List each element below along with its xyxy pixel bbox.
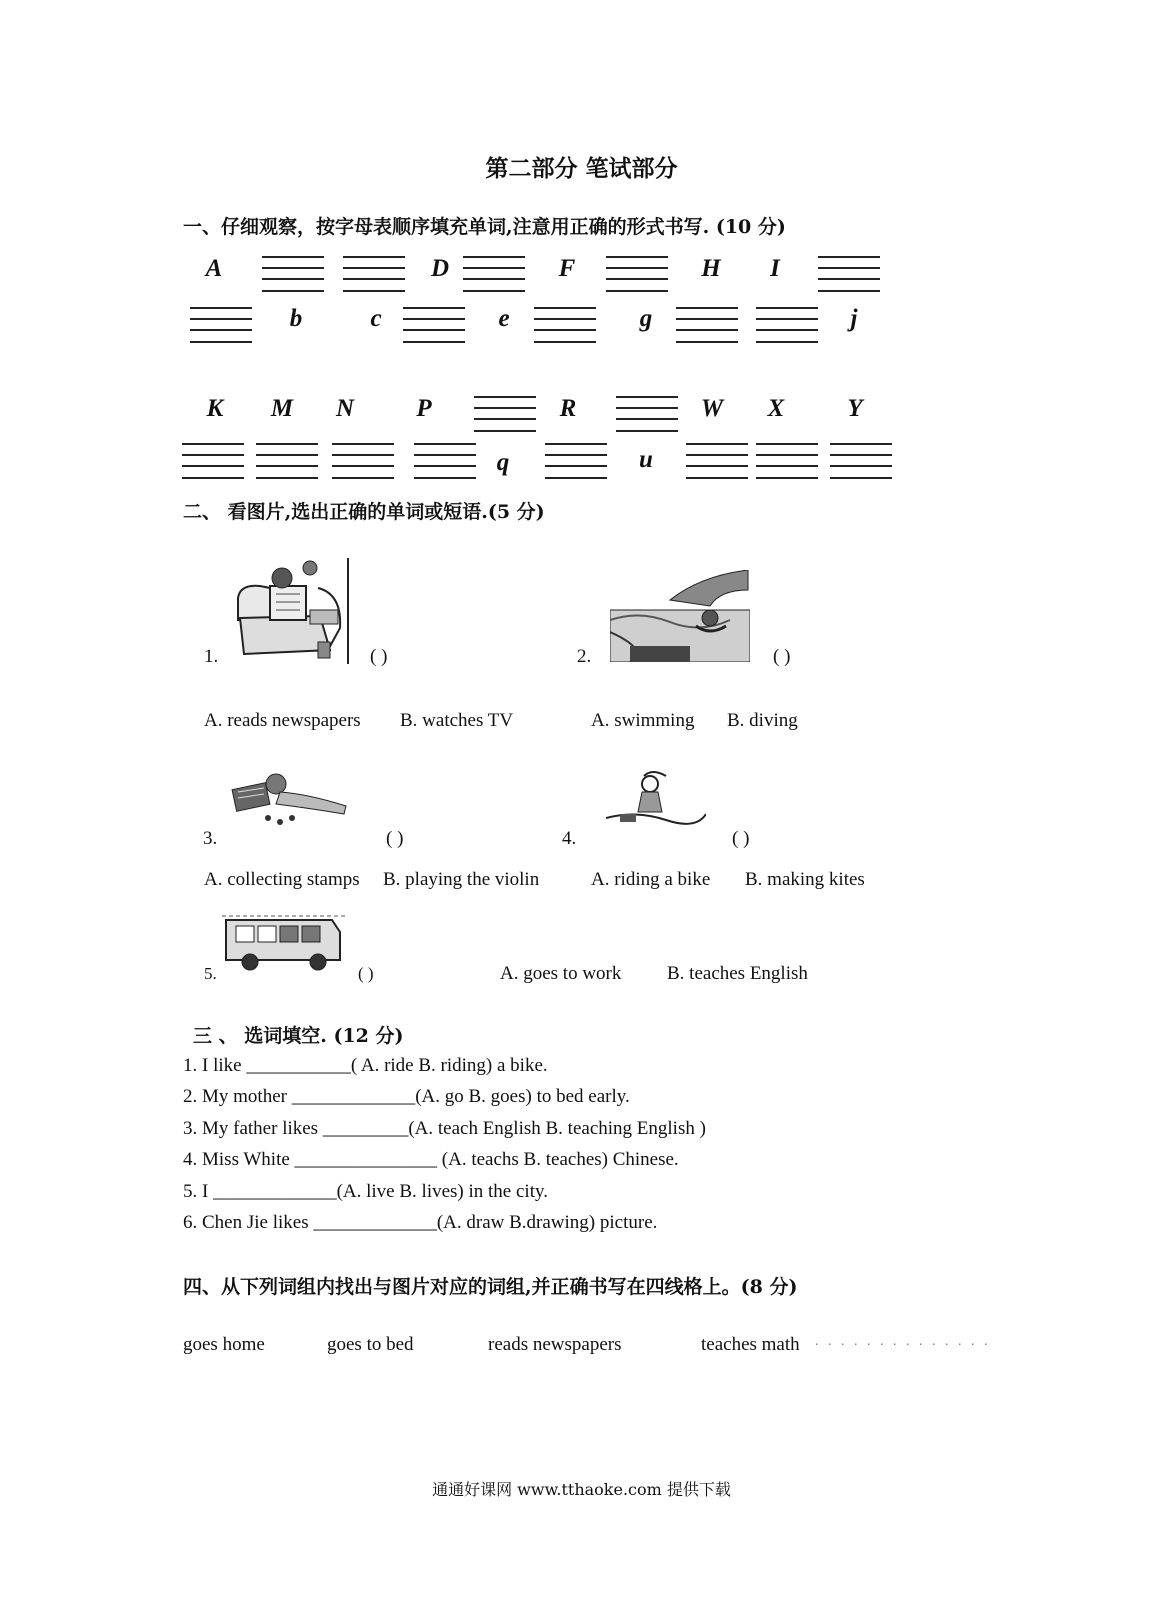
letter-W: W [700, 395, 724, 422]
writing-lines[interactable] [343, 256, 405, 292]
letter-b: b [289, 305, 303, 332]
section-2-heading: 二、 看图片,选出正确的单词或短语.(5 分) [183, 501, 545, 523]
page-title: 第二部分 笔试部分 [485, 155, 678, 182]
writing-lines[interactable] [616, 396, 678, 432]
phrase-option: reads newspapers [488, 1334, 622, 1355]
letter-q: q [496, 449, 510, 476]
section-4-heading: 四、从下列词组内找出与图片对应的词组,并正确书写在四线格上。(8 分) [183, 1276, 798, 1298]
item-1-option-b[interactable]: B. watches TV [400, 710, 514, 731]
letter-D: D [430, 255, 450, 282]
fill-blank-question[interactable]: 6. Chen Jie likes _____________(A. draw B.drawing) picture. [183, 1212, 658, 1233]
item-2-option-a[interactable]: A. swimming [591, 710, 695, 731]
writing-lines[interactable] [262, 256, 324, 292]
writing-lines[interactable] [182, 443, 244, 479]
section-1-heading: 一、仔细观察，按字母表顺序填充单词,注意用正确的形式书写. (10 分) [183, 216, 786, 238]
letter-I: I [770, 255, 780, 282]
writing-lines[interactable] [474, 396, 536, 432]
letter-g: g [639, 305, 653, 332]
fill-blank-question[interactable]: 1. I like ___________( A. ride B. riding) a bike. [183, 1055, 548, 1076]
letter-H: H [701, 255, 721, 282]
letter-R: R [559, 395, 577, 422]
writing-lines[interactable] [830, 443, 892, 479]
letter-F: F [558, 255, 576, 282]
trailing-dots: . . . . . . . . . . . . . . [815, 1334, 991, 1349]
swimming-illustration [610, 570, 750, 662]
letter-X: X [767, 395, 785, 422]
item-4-option-a[interactable]: A. riding a bike [591, 869, 711, 890]
writing-lines[interactable] [256, 443, 318, 479]
phrase-option: goes home [183, 1334, 265, 1355]
item-5-number: 5. [204, 964, 217, 983]
item-4-number: 4. [562, 828, 577, 849]
footer-credit: 通通好课网 www.tthaoke.com 提供下载 [432, 1480, 731, 1499]
letter-e: e [498, 305, 510, 332]
fill-blank-question[interactable]: 4. Miss White _______________ (A. teachs B. teaches) Chinese. [183, 1149, 679, 1170]
letter-P: P [416, 395, 432, 422]
fill-blank-question[interactable]: 5. I _____________(A. live B. lives) in the city. [183, 1181, 548, 1202]
item-4-answer-parens[interactable]: ( ) [732, 828, 750, 849]
letter-M: M [270, 395, 294, 422]
letter-j: j [850, 305, 858, 332]
item-4-option-b[interactable]: B. making kites [745, 869, 865, 890]
item-1-option-a[interactable]: A. reads newspapers [204, 710, 361, 731]
item-5-option-b[interactable]: B. teaches English [667, 963, 808, 984]
phrase-option: goes to bed [327, 1334, 414, 1355]
item-3-option-b[interactable]: B. playing the violin [383, 869, 540, 890]
making-kites-illustration [606, 770, 706, 832]
fill-blank-question[interactable]: 3. My father likes _________(A. teach English B. teaching English ) [183, 1118, 706, 1139]
item-5-answer-parens[interactable]: ( ) [358, 964, 374, 983]
writing-lines[interactable] [756, 307, 818, 343]
collecting-stamps-illustration [228, 768, 348, 830]
reading-newspaper-illustration [230, 558, 350, 664]
section-3-heading: 三 、 选词填空. (12 分) [193, 1025, 404, 1047]
fill-blank-question[interactable]: 2. My mother _____________(A. go B. goes) to bed early. [183, 1086, 630, 1107]
letter-u: u [639, 446, 653, 473]
phrase-option: teaches math [701, 1334, 800, 1355]
letter-c: c [370, 305, 382, 332]
letter-A: A [205, 255, 223, 282]
writing-lines[interactable] [414, 443, 476, 479]
item-1-answer-parens[interactable]: ( ) [370, 646, 388, 667]
writing-lines[interactable] [818, 256, 880, 292]
writing-lines[interactable] [403, 307, 465, 343]
item-2-number: 2. [577, 646, 592, 667]
writing-lines[interactable] [332, 443, 394, 479]
letter-K: K [206, 395, 224, 422]
item-5-option-a[interactable]: A. goes to work [500, 963, 622, 984]
writing-lines[interactable] [686, 443, 748, 479]
letter-N: N [335, 395, 355, 422]
item-3-number: 3. [203, 828, 218, 849]
item-2-option-b[interactable]: B. diving [727, 710, 798, 731]
writing-lines[interactable] [606, 256, 668, 292]
item-2-answer-parens[interactable]: ( ) [773, 646, 791, 667]
writing-lines[interactable] [545, 443, 607, 479]
item-3-option-a[interactable]: A. collecting stamps [204, 869, 360, 890]
writing-lines[interactable] [534, 307, 596, 343]
letter-Y: Y [847, 395, 863, 422]
item-1-number: 1. [204, 646, 219, 667]
bus-illustration [222, 906, 346, 976]
writing-lines[interactable] [463, 256, 525, 292]
writing-lines[interactable] [676, 307, 738, 343]
writing-lines[interactable] [756, 443, 818, 479]
item-3-answer-parens[interactable]: ( ) [386, 828, 404, 849]
writing-lines[interactable] [190, 307, 252, 343]
